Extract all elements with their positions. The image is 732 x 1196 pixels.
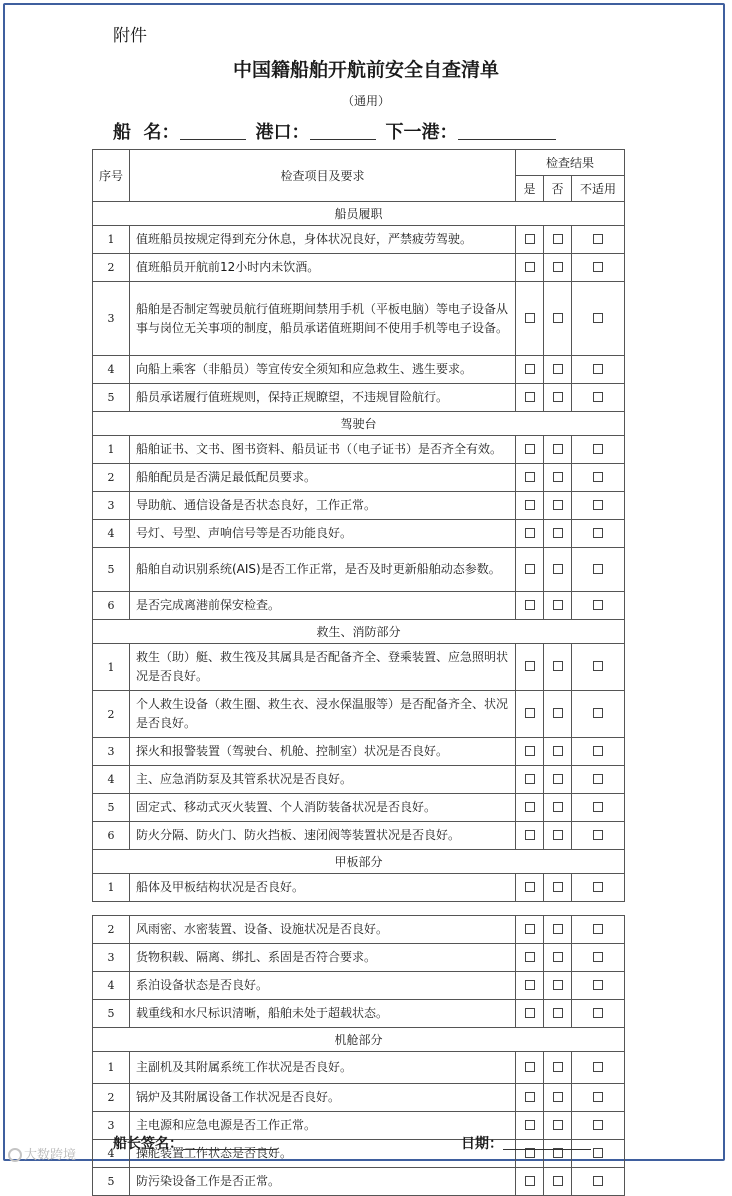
checkbox-na-icon[interactable] bbox=[593, 500, 603, 510]
table-row bbox=[93, 944, 625, 972]
result-na-cell bbox=[572, 874, 625, 902]
checkbox-na-icon[interactable] bbox=[593, 1092, 603, 1102]
result-no-cell bbox=[544, 1000, 572, 1028]
item-text: 防火分隔、防火门、防火挡板、速闭阀等装置状况是否良好。 bbox=[130, 822, 516, 850]
checkbox-yes-icon[interactable] bbox=[525, 600, 535, 610]
table-row bbox=[93, 384, 625, 412]
result-yes-cell bbox=[516, 548, 544, 592]
table-row bbox=[93, 691, 625, 738]
result-na-cell bbox=[572, 691, 625, 738]
result-na-cell bbox=[572, 384, 625, 412]
checkbox-na-icon[interactable] bbox=[593, 924, 603, 934]
result-yes-cell bbox=[516, 1052, 544, 1084]
date-field bbox=[461, 1133, 591, 1153]
item-number: 6 bbox=[93, 592, 130, 620]
result-na-cell bbox=[572, 520, 625, 548]
checkbox-yes-icon[interactable] bbox=[525, 980, 535, 990]
checkbox-no-icon[interactable] bbox=[553, 661, 563, 671]
checkbox-yes-icon[interactable] bbox=[525, 1092, 535, 1102]
result-na-cell bbox=[572, 822, 625, 850]
item-number: 4 bbox=[93, 972, 130, 1000]
checkbox-na-icon[interactable] bbox=[593, 1148, 603, 1158]
next-port-blank[interactable] bbox=[458, 123, 556, 140]
checkbox-yes-icon[interactable] bbox=[525, 234, 535, 244]
result-no-cell bbox=[544, 944, 572, 972]
checkbox-no-icon[interactable] bbox=[553, 1176, 563, 1186]
result-yes-cell bbox=[516, 592, 544, 620]
ship-info-line bbox=[113, 118, 556, 144]
result-no-cell bbox=[544, 766, 572, 794]
result-no-cell bbox=[544, 282, 572, 356]
item-number: 2 bbox=[93, 1084, 130, 1112]
watermark: 大数跨境 bbox=[8, 1144, 76, 1163]
item-text: 导助航、通信设备是否状态良好，工作正常。 bbox=[130, 492, 516, 520]
item-text: 船员承诺履行值班规则，保持正规瞭望，不违规冒险航行。 bbox=[130, 384, 516, 412]
section-row bbox=[93, 850, 625, 874]
result-no-cell bbox=[544, 520, 572, 548]
page-subtitle: （通用） bbox=[341, 94, 390, 108]
checkbox-yes-icon[interactable] bbox=[525, 528, 535, 538]
checklist-table bbox=[92, 149, 625, 1196]
checkbox-na-icon[interactable] bbox=[593, 234, 603, 244]
checkbox-no-icon[interactable] bbox=[553, 802, 563, 812]
checkbox-no-icon[interactable] bbox=[553, 600, 563, 610]
checkbox-no-icon[interactable] bbox=[553, 472, 563, 482]
result-yes-cell bbox=[516, 356, 544, 384]
item-text: 锅炉及其附属设备工作状况是否良好。 bbox=[130, 1084, 516, 1112]
checkbox-na-icon[interactable] bbox=[593, 830, 603, 840]
checkbox-yes-icon[interactable] bbox=[525, 1176, 535, 1186]
checkbox-na-icon[interactable] bbox=[593, 708, 603, 718]
table-row bbox=[93, 738, 625, 766]
result-no-cell bbox=[544, 874, 572, 902]
item-number: 1 bbox=[93, 226, 130, 254]
table-gap bbox=[93, 902, 625, 916]
table-row bbox=[93, 874, 625, 902]
result-no-cell bbox=[544, 644, 572, 691]
item-number: 2 bbox=[93, 464, 130, 492]
checkbox-no-icon[interactable] bbox=[553, 708, 563, 718]
item-number: 2 bbox=[93, 691, 130, 738]
port-blank[interactable] bbox=[310, 123, 376, 140]
item-number: 3 bbox=[93, 492, 130, 520]
result-yes-cell bbox=[516, 916, 544, 944]
item-text: 船舶证书、文书、图书资料、船员证书（（电子证书）是否齐全有效。 bbox=[130, 436, 516, 464]
table-row bbox=[93, 282, 625, 356]
checkbox-yes-icon[interactable] bbox=[525, 882, 535, 892]
checkbox-na-icon[interactable] bbox=[593, 1120, 603, 1130]
result-yes-cell bbox=[516, 874, 544, 902]
checkbox-no-icon[interactable] bbox=[553, 1008, 563, 1018]
item-number: 3 bbox=[93, 282, 130, 356]
item-text: 主电源和应急电源是否工作正常。 bbox=[130, 1112, 516, 1140]
table-row bbox=[93, 1000, 625, 1028]
table-row bbox=[93, 1084, 625, 1112]
result-no-cell bbox=[544, 738, 572, 766]
checkbox-na-icon[interactable] bbox=[593, 661, 603, 671]
result-na-cell bbox=[572, 766, 625, 794]
item-text: 固定式、移动式灭火装置、个人消防装备状况是否良好。 bbox=[130, 794, 516, 822]
result-yes-cell bbox=[516, 822, 544, 850]
result-na-cell bbox=[572, 492, 625, 520]
header-number: 序号 bbox=[93, 150, 130, 202]
port-label: 港口： bbox=[255, 122, 310, 143]
table-row bbox=[93, 822, 625, 850]
table-row bbox=[93, 520, 625, 548]
item-number: 1 bbox=[93, 874, 130, 902]
checkbox-no-icon[interactable] bbox=[553, 234, 563, 244]
result-na-cell bbox=[572, 1052, 625, 1084]
checkbox-yes-icon[interactable] bbox=[525, 500, 535, 510]
captain-signature-label: 船长签名： bbox=[113, 1136, 183, 1152]
item-text: 船舶配员是否满足最低配员要求。 bbox=[130, 464, 516, 492]
table-row bbox=[93, 548, 625, 592]
result-yes-cell bbox=[516, 492, 544, 520]
result-na-cell bbox=[572, 356, 625, 384]
item-number: 5 bbox=[93, 1000, 130, 1028]
item-text: 系泊设备状态是否良好。 bbox=[130, 972, 516, 1000]
checkbox-na-icon[interactable] bbox=[593, 364, 603, 374]
checkbox-no-icon[interactable] bbox=[553, 262, 563, 272]
checkbox-no-icon[interactable] bbox=[553, 830, 563, 840]
item-number: 1 bbox=[93, 644, 130, 691]
captain-signature-blank[interactable] bbox=[183, 1135, 277, 1150]
item-text: 主副机及其附属系统工作状况是否良好。 bbox=[130, 1052, 516, 1084]
item-text: 操舵装置工作状态是否良好。 bbox=[130, 1140, 516, 1168]
section-title: 甲板部分 bbox=[93, 850, 625, 874]
table-row bbox=[93, 766, 625, 794]
result-yes-cell bbox=[516, 644, 544, 691]
checkbox-no-icon[interactable] bbox=[553, 364, 563, 374]
result-na-cell bbox=[572, 1168, 625, 1196]
result-yes-cell bbox=[516, 944, 544, 972]
table-row bbox=[93, 1052, 625, 1084]
result-yes-cell bbox=[516, 1084, 544, 1112]
item-text: 个人救生设备（救生圈、救生衣、浸水保温服等）是否配备齐全、状况是否良好。 bbox=[130, 691, 516, 738]
result-yes-cell bbox=[516, 520, 544, 548]
result-na-cell bbox=[572, 282, 625, 356]
result-no-cell bbox=[544, 436, 572, 464]
checkbox-na-icon[interactable] bbox=[593, 313, 603, 323]
checkbox-na-icon[interactable] bbox=[593, 952, 603, 962]
result-na-cell bbox=[572, 548, 625, 592]
item-text: 是否完成离港前保安检查。 bbox=[130, 592, 516, 620]
item-number: 6 bbox=[93, 822, 130, 850]
checkbox-no-icon[interactable] bbox=[553, 924, 563, 934]
result-yes-cell bbox=[516, 226, 544, 254]
checkbox-na-icon[interactable] bbox=[593, 564, 603, 574]
item-number: 5 bbox=[93, 384, 130, 412]
checkbox-na-icon[interactable] bbox=[593, 882, 603, 892]
result-na-cell bbox=[572, 644, 625, 691]
item-text: 主、应急消防泵及其管系状况是否良好。 bbox=[130, 766, 516, 794]
item-number: 1 bbox=[93, 436, 130, 464]
table-row bbox=[93, 644, 625, 691]
item-text: 向船上乘客（非船员）等宣传安全须知和应急救生、逃生要求。 bbox=[130, 356, 516, 384]
result-yes-cell bbox=[516, 436, 544, 464]
result-no-cell bbox=[544, 794, 572, 822]
checkbox-yes-icon[interactable] bbox=[525, 952, 535, 962]
item-text: 载重线和水尺标识清晰，船舶未处于超载状态。 bbox=[130, 1000, 516, 1028]
result-no-cell bbox=[544, 916, 572, 944]
result-no-cell bbox=[544, 822, 572, 850]
checkbox-yes-icon[interactable] bbox=[525, 774, 535, 784]
result-na-cell bbox=[572, 944, 625, 972]
result-na-cell bbox=[572, 916, 625, 944]
header-no: 否 bbox=[544, 176, 572, 202]
checkbox-na-icon[interactable] bbox=[593, 1008, 603, 1018]
result-no-cell bbox=[544, 226, 572, 254]
item-number: 1 bbox=[93, 1052, 130, 1084]
ship-name-label: 船 名： bbox=[113, 122, 180, 143]
checkbox-yes-icon[interactable] bbox=[525, 392, 535, 402]
item-number: 2 bbox=[93, 916, 130, 944]
checkbox-na-icon[interactable] bbox=[593, 746, 603, 756]
result-na-cell bbox=[572, 1084, 625, 1112]
checkbox-na-icon[interactable] bbox=[593, 802, 603, 812]
checkbox-no-icon[interactable] bbox=[553, 1092, 563, 1102]
item-number: 5 bbox=[93, 1168, 130, 1196]
section-row bbox=[93, 202, 625, 226]
checkbox-no-icon[interactable] bbox=[553, 528, 563, 538]
item-text: 货物积载、隔离、绑扎、系固是否符合要求。 bbox=[130, 944, 516, 972]
page-title: 中国籍船舶开航前安全自查清单 bbox=[232, 59, 499, 81]
table-row bbox=[93, 254, 625, 282]
result-yes-cell bbox=[516, 766, 544, 794]
header-item: 检查项目及要求 bbox=[130, 150, 516, 202]
item-number: 4 bbox=[93, 520, 130, 548]
checkbox-no-icon[interactable] bbox=[553, 1062, 563, 1072]
checkbox-yes-icon[interactable] bbox=[525, 1120, 535, 1130]
result-no-cell bbox=[544, 691, 572, 738]
checkbox-yes-icon[interactable] bbox=[525, 313, 535, 323]
checkbox-na-icon[interactable] bbox=[593, 472, 603, 482]
result-yes-cell bbox=[516, 794, 544, 822]
table-row bbox=[93, 464, 625, 492]
item-text: 值班船员按规定得到充分休息，身体状况良好，严禁疲劳驾驶。 bbox=[130, 226, 516, 254]
table-row bbox=[93, 1168, 625, 1196]
checkbox-no-icon[interactable] bbox=[553, 774, 563, 784]
watermark-logo-icon bbox=[8, 1148, 22, 1162]
item-number: 5 bbox=[93, 548, 130, 592]
section-row bbox=[93, 412, 625, 436]
section-title: 船员履职 bbox=[93, 202, 625, 226]
checkbox-yes-icon[interactable] bbox=[525, 830, 535, 840]
section-title: 救生、消防部分 bbox=[93, 620, 625, 644]
result-yes-cell bbox=[516, 738, 544, 766]
section-title: 驾驶台 bbox=[93, 412, 625, 436]
checkbox-yes-icon[interactable] bbox=[525, 802, 535, 812]
table-row bbox=[93, 972, 625, 1000]
result-yes-cell bbox=[516, 384, 544, 412]
checkbox-no-icon[interactable] bbox=[553, 564, 563, 574]
captain-signature bbox=[113, 1133, 277, 1153]
header-result: 检查结果 bbox=[516, 150, 625, 176]
checkbox-no-icon[interactable] bbox=[553, 980, 563, 990]
result-no-cell bbox=[544, 464, 572, 492]
result-no-cell bbox=[544, 548, 572, 592]
result-yes-cell bbox=[516, 282, 544, 356]
item-number: 4 bbox=[93, 356, 130, 384]
checkbox-yes-icon[interactable] bbox=[525, 1062, 535, 1072]
result-na-cell bbox=[572, 1000, 625, 1028]
table-row bbox=[93, 492, 625, 520]
table-row bbox=[93, 226, 625, 254]
item-text: 救生（助）艇、救生筏及其属具是否配备齐全、登乘装置、应急照明状况是否良好。 bbox=[130, 644, 516, 691]
result-na-cell bbox=[572, 464, 625, 492]
item-text: 防污染设备工作是否正常。 bbox=[130, 1168, 516, 1196]
checkbox-yes-icon[interactable] bbox=[525, 564, 535, 574]
next-port-label: 下一港： bbox=[385, 122, 458, 143]
item-text: 船体及甲板结构状况是否良好。 bbox=[130, 874, 516, 902]
header-na: 不适用 bbox=[572, 176, 625, 202]
result-no-cell bbox=[544, 1052, 572, 1084]
result-no-cell bbox=[544, 1084, 572, 1112]
result-yes-cell bbox=[516, 254, 544, 282]
date-label: 日期： bbox=[461, 1136, 503, 1152]
item-number: 4 bbox=[93, 1140, 130, 1168]
checkbox-no-icon[interactable] bbox=[553, 500, 563, 510]
result-na-cell bbox=[572, 436, 625, 464]
item-number: 5 bbox=[93, 794, 130, 822]
result-yes-cell bbox=[516, 464, 544, 492]
checkbox-yes-icon[interactable] bbox=[525, 661, 535, 671]
result-na-cell bbox=[572, 226, 625, 254]
checkbox-na-icon[interactable] bbox=[593, 774, 603, 784]
checkbox-na-icon[interactable] bbox=[593, 262, 603, 272]
result-no-cell bbox=[544, 592, 572, 620]
checkbox-yes-icon[interactable] bbox=[525, 746, 535, 756]
result-yes-cell bbox=[516, 691, 544, 738]
checkbox-na-icon[interactable] bbox=[593, 444, 603, 454]
checkbox-no-icon[interactable] bbox=[553, 444, 563, 454]
table-row bbox=[93, 916, 625, 944]
result-yes-cell bbox=[516, 972, 544, 1000]
checkbox-yes-icon[interactable] bbox=[525, 924, 535, 934]
checkbox-na-icon[interactable] bbox=[593, 1176, 603, 1186]
result-na-cell bbox=[572, 254, 625, 282]
item-text: 船舶是否制定驾驶员航行值班期间禁用手机（平板电脑）等电子设备从事与岗位无关事项的制度，船员承诺值班期间不使用手机等电子设备。 bbox=[130, 282, 516, 356]
checkbox-na-icon[interactable] bbox=[593, 980, 603, 990]
checkbox-no-icon[interactable] bbox=[553, 882, 563, 892]
item-number: 3 bbox=[93, 738, 130, 766]
result-na-cell bbox=[572, 794, 625, 822]
checkbox-na-icon[interactable] bbox=[593, 392, 603, 402]
result-na-cell bbox=[572, 738, 625, 766]
date-blank[interactable] bbox=[503, 1135, 591, 1150]
item-number: 3 bbox=[93, 944, 130, 972]
result-na-cell bbox=[572, 972, 625, 1000]
result-yes-cell bbox=[516, 1000, 544, 1028]
item-text: 值班船员开航前12小时内未饮酒。 bbox=[130, 254, 516, 282]
table-row bbox=[93, 436, 625, 464]
checkbox-yes-icon[interactable] bbox=[525, 1008, 535, 1018]
item-text: 船舶自动识别系统(AIS)是否工作正常，是否及时更新船舶动态参数。 bbox=[130, 548, 516, 592]
checkbox-no-icon[interactable] bbox=[553, 952, 563, 962]
checkbox-no-icon[interactable] bbox=[553, 313, 563, 323]
header-yes: 是 bbox=[516, 176, 544, 202]
result-yes-cell bbox=[516, 1168, 544, 1196]
attachment-label: 附件 bbox=[113, 26, 147, 46]
result-no-cell bbox=[544, 492, 572, 520]
checkbox-no-icon[interactable] bbox=[553, 1120, 563, 1130]
checkbox-yes-icon[interactable] bbox=[525, 472, 535, 482]
checkbox-na-icon[interactable] bbox=[593, 528, 603, 538]
item-text: 号灯、号型、声响信号等是否功能良好。 bbox=[130, 520, 516, 548]
checkbox-yes-icon[interactable] bbox=[525, 708, 535, 718]
checkbox-yes-icon[interactable] bbox=[525, 364, 535, 374]
ship-name-blank[interactable] bbox=[180, 123, 246, 140]
result-no-cell bbox=[544, 1168, 572, 1196]
checkbox-na-icon[interactable] bbox=[593, 600, 603, 610]
checkbox-no-icon[interactable] bbox=[553, 746, 563, 756]
item-text: 风雨密、水密装置、设备、设施状况是否良好。 bbox=[130, 916, 516, 944]
table-row bbox=[93, 356, 625, 384]
result-no-cell bbox=[544, 356, 572, 384]
result-no-cell bbox=[544, 384, 572, 412]
checkbox-yes-icon[interactable] bbox=[525, 262, 535, 272]
section-row bbox=[93, 620, 625, 644]
item-text: 探火和报警装置（驾驶台、机舱、控制室）状况是否良好。 bbox=[130, 738, 516, 766]
item-number: 4 bbox=[93, 766, 130, 794]
item-number: 3 bbox=[93, 1112, 130, 1140]
checkbox-no-icon[interactable] bbox=[553, 392, 563, 402]
table-row bbox=[93, 592, 625, 620]
result-no-cell bbox=[544, 254, 572, 282]
section-row bbox=[93, 1028, 625, 1052]
result-na-cell bbox=[572, 592, 625, 620]
table-row bbox=[93, 794, 625, 822]
result-no-cell bbox=[544, 972, 572, 1000]
item-number: 2 bbox=[93, 254, 130, 282]
section-title: 机舱部分 bbox=[93, 1028, 625, 1052]
checkbox-na-icon[interactable] bbox=[593, 1062, 603, 1072]
checkbox-yes-icon[interactable] bbox=[525, 444, 535, 454]
